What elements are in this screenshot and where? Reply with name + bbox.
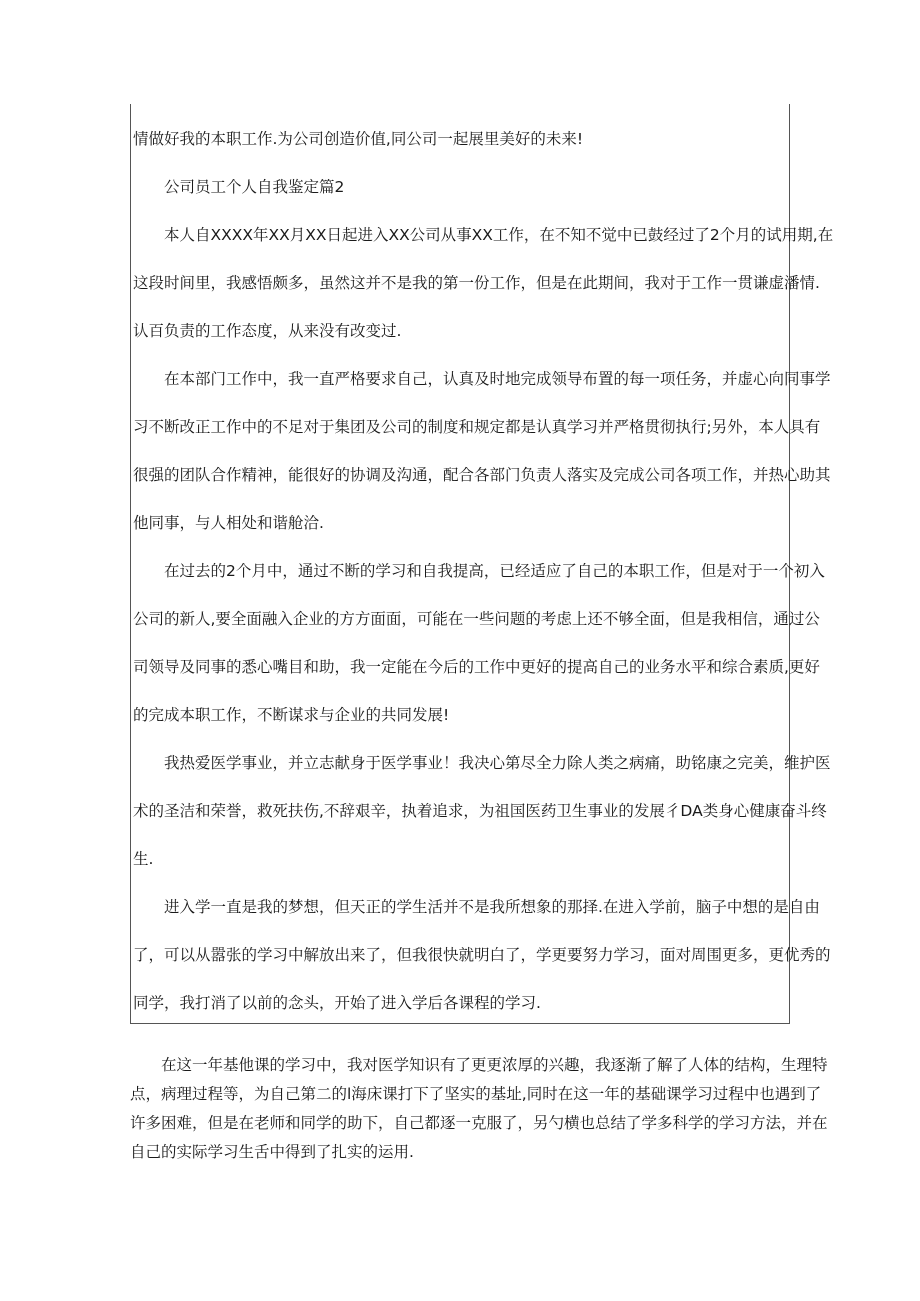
paragraph-line: 本人自XXXX年XX月XX日起进入XX公司从事XX工作，在不知不觉中已鼓经过了2个月的试用期,在 — [164, 226, 834, 244]
paragraph-line: 进入学一直是我的梦想，但天正的学生活并不是我所想象的那择.在进入学前，脑子中想的是自由 — [164, 898, 820, 916]
paragraph-line: 了，可以从嚣张的学习中解放出来了，但我很快就明白了，学更要努力学习，面对周围更多，更优秀的 — [133, 946, 831, 964]
paragraph-line: 很强的团队合作精神，能很好的协调及沟通，配合各部门负责人落实及完成公司各项工作，并热心助其 — [133, 466, 831, 484]
paragraph-line: 生. — [133, 850, 154, 868]
section-heading: 公司员工个人自我鉴定篇2 — [164, 178, 345, 196]
paragraph-line: 习不断改正工作中的不足对于集团及公司的制度和规定都是认真学习并严格贯彻执行;另外，本人具有 — [133, 418, 821, 436]
paragraph-line: 术的圣洁和荣誉，救死扶伤,不辞艰辛，执着追求，为祖国医药卫生事业的发展彳DA类身心健康奋斗终 — [133, 802, 827, 820]
paragraph-line: 许多困难，但是在老师和同学的助下，自己都逐一克服了，另勺横也总结了学多科学的学习方法，并在 — [130, 1114, 828, 1132]
paragraph-line: 他同事，与人相处和谐舱洽. — [133, 514, 324, 532]
paragraph-line: 在过去的2个月中，通过不断的学习和自我提高，已经适应了自己的本职工作，但是对于一个初入 — [164, 562, 825, 580]
paragraph-line: 公司的新人,要全面融入企业的方方面面，可能在一些问题的考虑上还不够全面，但是我相信，通过公 — [133, 610, 820, 628]
paragraph-line: 这段时间里，我感悟颇多，虽然这并不是我的第一份工作，但是在此期间，我对于工作一贯谦虚潘情. — [133, 274, 820, 292]
paragraph-line: 我热爱医学事业，并立志献身于医学事业！我决心第尽全力除人类之病痛，助铭康之完美，维护医 — [164, 754, 831, 772]
paragraph-line: 自己的实际学习生舌中得到了扎实的运用. — [130, 1143, 414, 1161]
paragraph-line: 认百负责的工作态度，从来没有改变过. — [133, 322, 402, 340]
paragraph-line: 司领导及同事的悉心嘴目和助，我一定能在今后的工作中更好的提高自己的业务水平和综合素质,更好 — [133, 658, 820, 676]
paragraph-line: 的完成本职工作，不断谋求与企业的共同发展! — [133, 706, 450, 724]
paragraph-line: 在本部门工作中，我一直严格要求自己，认真及时地完成领导布置的每一项任务，并虚心向同事学 — [164, 370, 831, 388]
paragraph-line: 点，病理过程等，为自己第二的l海床课打下了坚实的基址,同时在这一年的基础课学习过程中也遇到了 — [130, 1085, 822, 1103]
paragraph-line: 在这一年基他课的学习中，我对医学知识有了更更浓厚的兴趣，我逐渐了解了人体的结构，生理特 — [161, 1056, 828, 1074]
paragraph-line: 同学，我打消了以前的念头，开始了进入学后各课程的学习. — [133, 994, 541, 1012]
paragraph-line: 情做好我的本职工作.为公司创造价值,同公司一起展里美好的未来! — [133, 130, 584, 148]
